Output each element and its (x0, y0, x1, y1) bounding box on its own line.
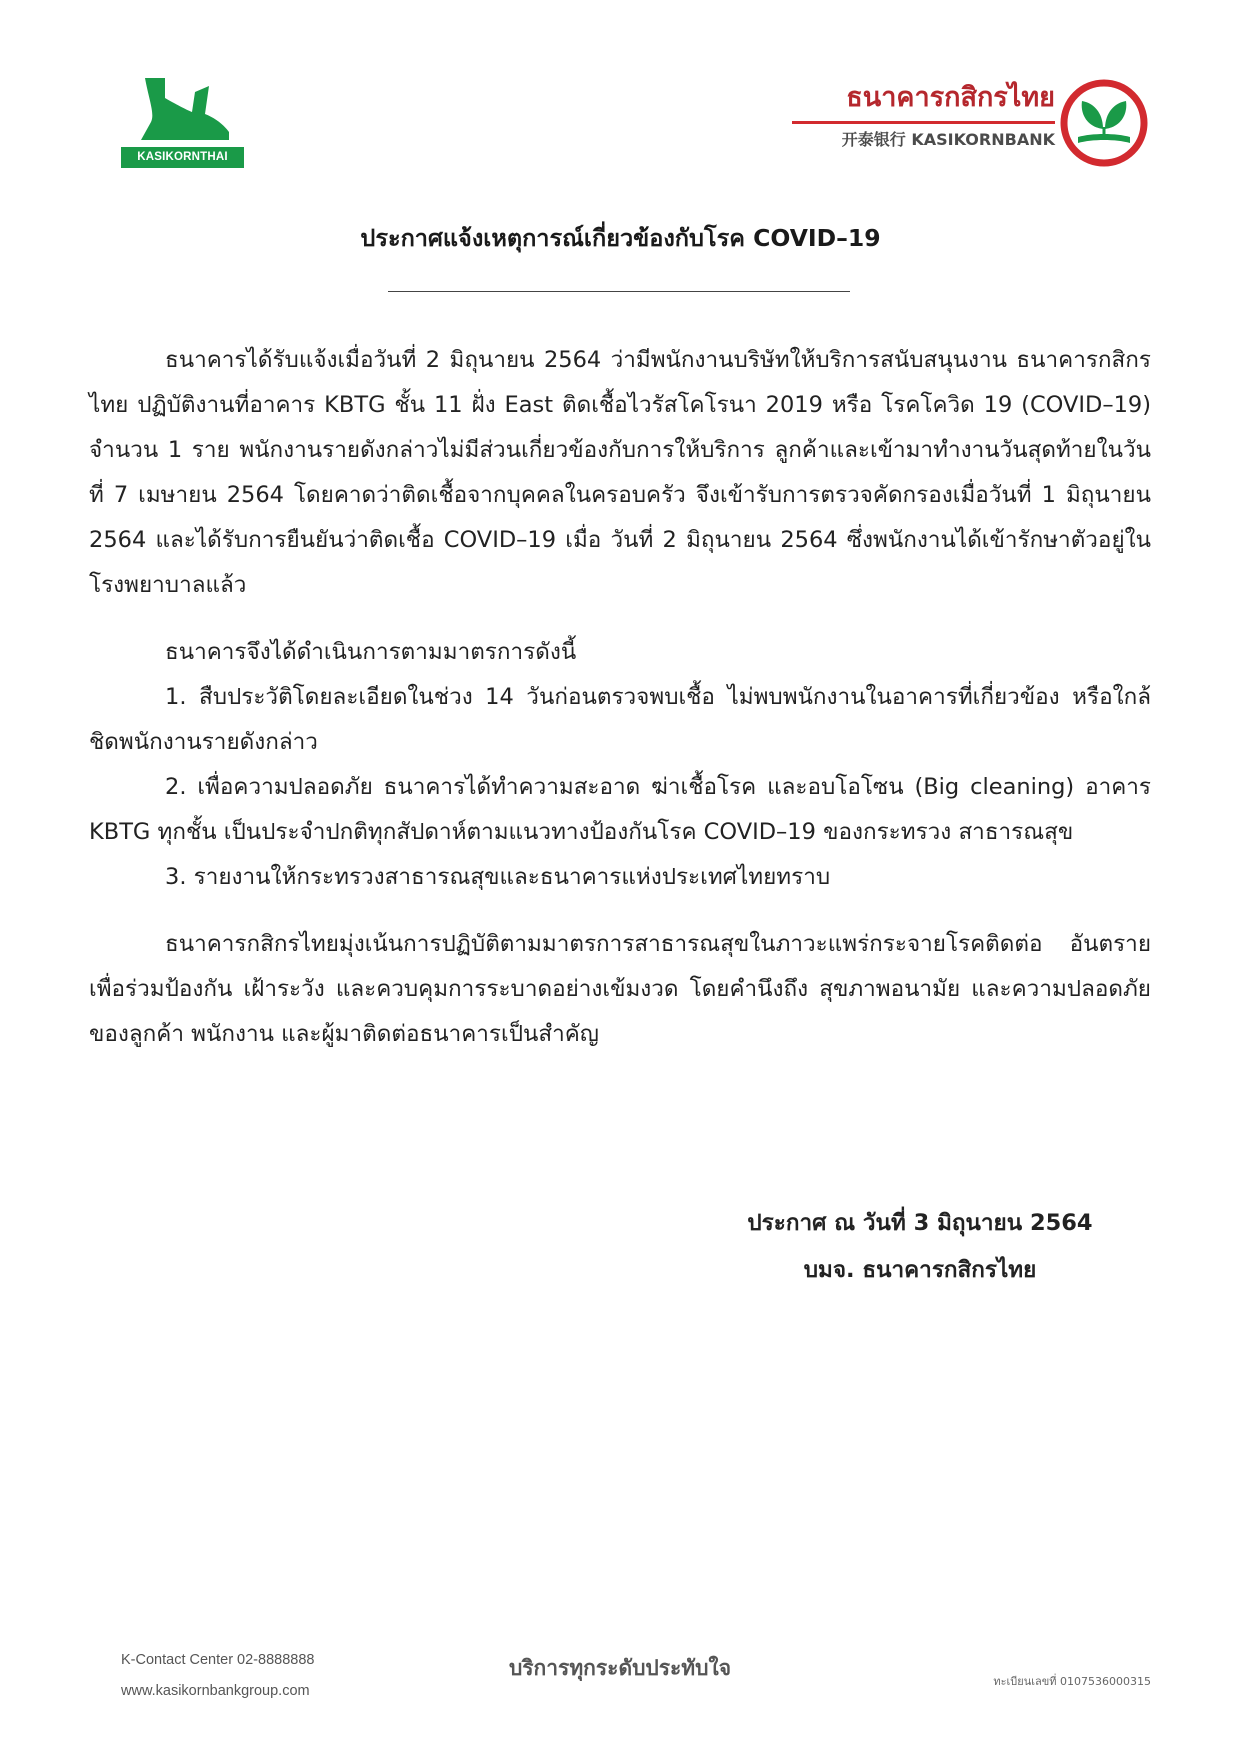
brand-divider (792, 121, 1055, 124)
paragraph-incident: ธนาคารได้รับแจ้งเมื่อวันที่ 2 มิถุนายน 2564 ว่ามีพนักงานบริษัทให้บริการสนับสนุนงาน ธนาคารกสิกรไทย ปฏิบัติงานที่อาคาร KBTG ชั้น 11 ฝั่ง East ติดเชื้อไวรัสโคโรนา 2019 หรือ โรคโควิด 19 (COVID–19) จำนวน 1 ราย พนักงานรายดังกล่าวไม่มีส่วนเกี่ยวข้องกับการให้บริการ ลูกค้าและเข้ามาทำงานวันสุดท้ายในวันที่ 7 เมษายน 2564 โดยคาดว่าติดเชื้อจากบุคคลในครอบครัว จึงเข้ารับการตรวจคัดกรองเมื่อวันที่ 1 มิถุนายน 2564 และได้รับการยืนยันว่าติดเชื้อ COVID–19 เมื่อ วันที่ 2 มิถุนายน 2564 ซึ่งพนักงานได้เข้ารักษาตัวอยู่ในโรงพยาบาลแล้ว (89, 347, 1151, 598)
registration-number: ทะเบียนเลขที่ 0107536000315 (993, 1675, 1151, 1688)
paragraph-commitment: ธนาคารกสิกรไทยมุ่งเน้นการปฏิบัติตามมาตรการสาธารณสุขในภาวะแพร่กระจายโรคติดต่อ อันตราย เพื่อร่วมป้องกัน เฝ้าระวัง และควบคุมการระบาดอย่างเข้มงวด โดยคำนึงถึง สุขภาพอนามัย และความปลอดภัยของลูกค้า พนักงาน และผู้มาติดต่อธนาคารเป็นสำคัญ (89, 931, 1151, 1047)
footer-contact (121, 1645, 314, 1707)
bank-brand (792, 80, 1055, 160)
announcement-date: ประกาศ ณ วันที่ 3 มิถุนายน 2564 (747, 1210, 1093, 1236)
footer-slogan: บริการทุกระดับประทับใจ (508, 1656, 732, 1680)
kasikornbank-seal-icon (1058, 77, 1150, 169)
bank-name-english: 开泰银行 KASIKORNBANK (841, 130, 1055, 149)
measure-item-3: 3. รายงานให้กระทรวงสาธารณสุขและธนาคารแห่งประเทศไทยทราบ (165, 864, 831, 890)
paragraph-measures-intro: ธนาคารจึงได้ดำเนินการตามมาตรการดังนี้ (165, 639, 577, 665)
contact-center: K-Contact Center 02-8888888 (121, 1652, 315, 1668)
announcement-body (89, 338, 1151, 1057)
measure-item-2: 2. เพื่อความปลอดภัย ธนาคารได้ทำความสะอาด ฆ่าเชื้อโรค และอบโอโซน (Big cleaning) อาคาร KBTG ทุกชั้น เป็นประจำปกติทุกสัปดาห์ตามแนวทางป้องกันโรค COVID–19 ของกระทรวง สาธารณสุข (89, 774, 1151, 845)
title-dashed-rule (388, 291, 850, 292)
signature-block (720, 1200, 1120, 1294)
logo-label: KASIKORNTHAI (121, 147, 244, 168)
issuing-organization: บมจ. ธนาคารกสิกรไทย (803, 1257, 1037, 1283)
bank-name-thai: ธนาคารกสิกรไทย (846, 82, 1055, 113)
kasikornthai-logo (121, 76, 245, 168)
k-mark-icon (135, 76, 231, 146)
website: www.kasikornbankgroup.com (121, 1683, 310, 1699)
measure-item-1: 1. สืบประวัติโดยละเอียดในช่วง 14 วันก่อนตรวจพบเชื้อ ไม่พบพนักงานในอาคารที่เกี่ยวข้อง หรือใกล้ชิดพนักงานรายดังกล่าว (89, 684, 1151, 755)
document-title: ประกาศแจ้งเหตุการณ์เกี่ยวข้องกับโรค COVID–19 (360, 224, 881, 252)
